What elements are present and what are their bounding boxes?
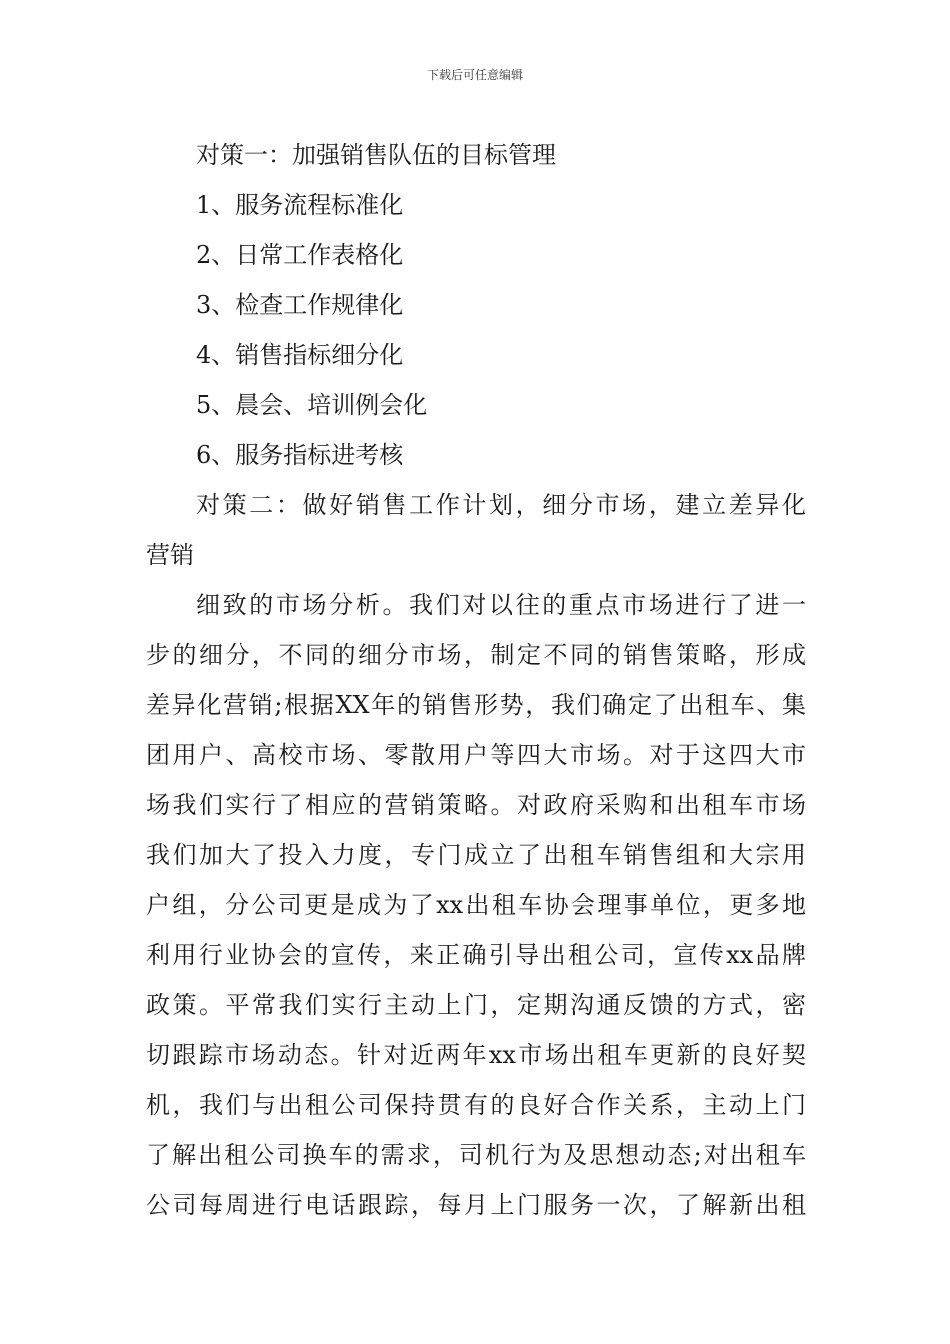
paragraph-line: 我们加大了投入力度，专门成立了出租车销售组和大宗用: [146, 841, 806, 869]
paragraph-line: 公司每周进行电话跟踪，每月上门服务一次，了解新出租: [146, 1191, 806, 1219]
paragraph-line: 政策。平常我们实行主动上门，定期沟通反馈的方式，密: [146, 991, 806, 1019]
paragraph-line: 机，我们与出租公司保持贯有的良好合作关系，主动上门: [146, 1091, 806, 1119]
strategy-one-item: 6、服务指标进考核: [196, 441, 404, 469]
paragraph-line: 切跟踪市场动态。针对近两年xx市场出租车更新的良好契: [146, 1041, 806, 1069]
paragraph-line: 利用行业协会的宣传，来正确引导出租公司，宣传xx品牌: [146, 941, 806, 969]
strategy-one-item: 2、日常工作表格化: [196, 241, 404, 269]
strategy-one-item: 1、服务流程标准化: [196, 191, 404, 219]
paragraph-line: 差异化营销;根据XX年的销售形势，我们确定了出租车、集: [146, 691, 806, 719]
paragraph-line: 步的细分，不同的细分市场，制定不同的销售策略，形成: [146, 641, 806, 669]
strategy-one-item: 4、销售指标细分化: [196, 341, 404, 369]
strategy-two-heading-line: 营销: [146, 541, 194, 569]
strategy-one-item: 3、检查工作规律化: [196, 291, 404, 319]
strategy-one-heading: 对策一：加强销售队伍的目标管理: [196, 141, 556, 169]
document-body: [146, 130, 806, 1230]
strategy-two-heading-line: 对策二：做好销售工作计划，细分市场，建立差异化: [196, 491, 806, 519]
strategy-one-item: 5、晨会、培训例会化: [196, 391, 428, 419]
paragraph-line: 团用户、高校市场、零散用户等四大市场。对于这四大市: [146, 741, 806, 769]
page-header: 下载后可任意编辑: [426, 68, 523, 82]
paragraph-line: 了解出租公司换车的需求，司机行为及思想动态;对出租车: [146, 1141, 806, 1169]
paragraph-line: 户组，分公司更是成为了xx出租车协会理事单位，更多地: [146, 891, 806, 919]
paragraph-line: 场我们实行了相应的营销策略。对政府采购和出租车市场: [146, 791, 806, 819]
paragraph-line: 细致的市场分析。我们对以往的重点市场进行了进一: [196, 591, 806, 619]
